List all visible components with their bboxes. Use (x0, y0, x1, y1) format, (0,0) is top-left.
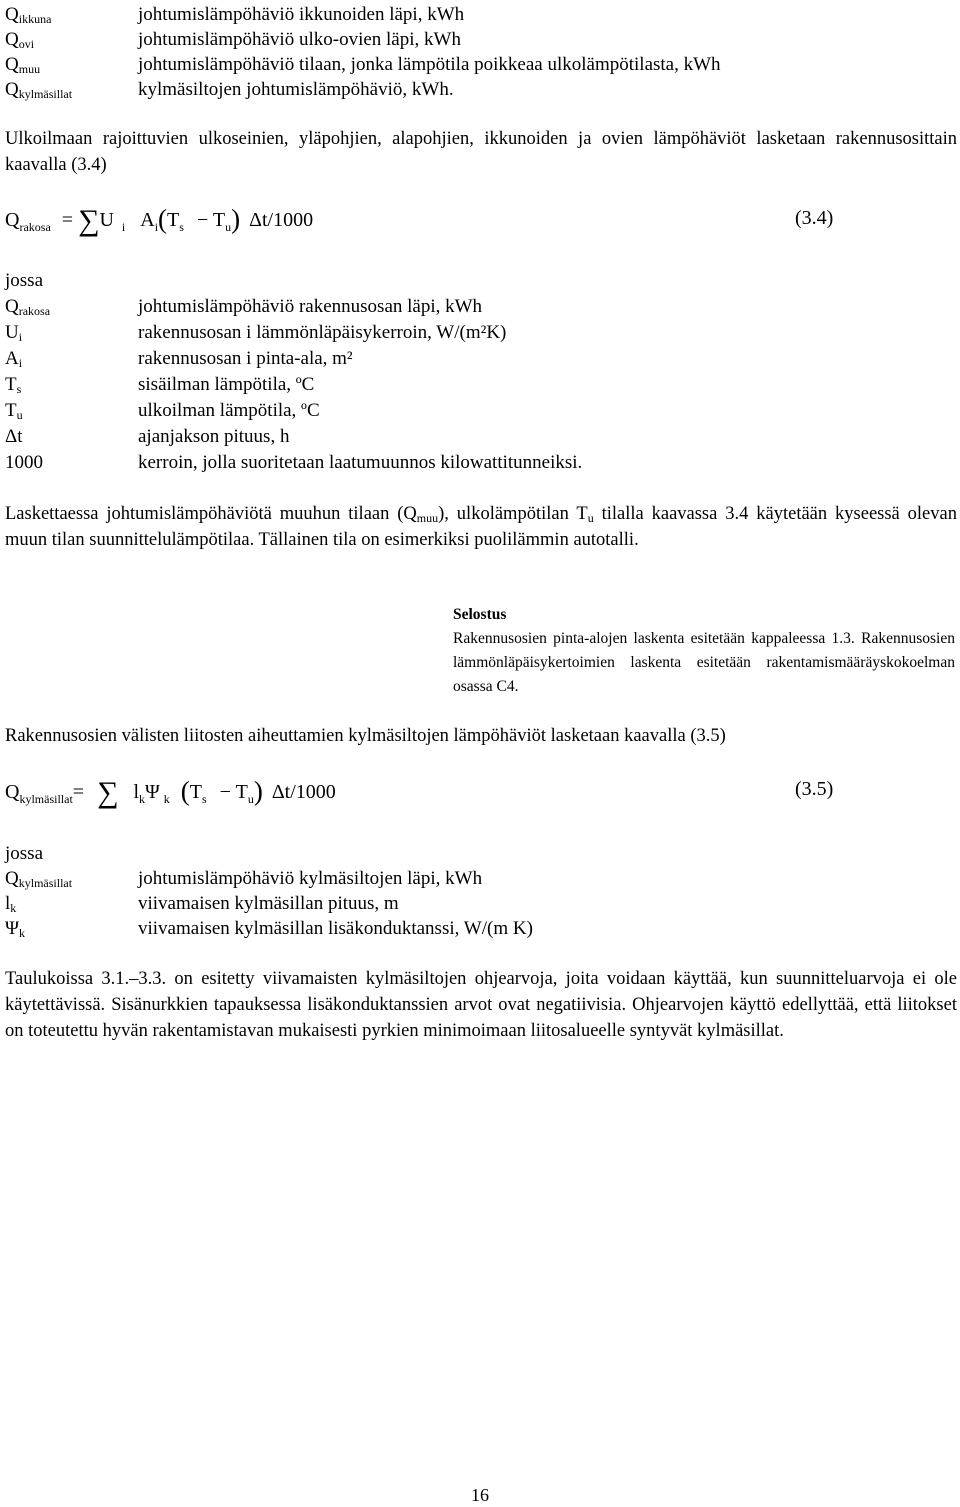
definition-symbol: Δt (5, 426, 23, 447)
definition-description: ajanjakson pituus, h (138, 426, 290, 447)
jossa-label: jossa (5, 843, 43, 864)
definition-symbol: $Q_{ikkuna}$ (5, 4, 52, 26)
definition-symbol: $l_k$ (5, 893, 17, 915)
definition-symbol: $Q_{kylmäsillat}$ (5, 868, 73, 890)
definition-description: johtumislämpöhäviö rakennusosan läpi, kWh (138, 296, 483, 317)
definition-description: ulkoilman lämpötila, ºC (138, 400, 320, 421)
selostus-box (453, 603, 955, 699)
definition-description: sisäilman lämpötila, ºC (138, 374, 315, 395)
paragraph-kylmasillat: Rakennusosien välisten liitosten aiheuttamien kylmäsiltojen lämpöhäviöt lasketaan kaavalla (3.5) (5, 726, 726, 746)
paragraph-muu-tila: Laskettaessa johtumislämpöhäviötä muuhun tilaan $(Q_{muu})$, ulkolämpötilan $T_u$ tilalla kaavassa 3.4 käytetään kyseessä olevan muun tilan suunnittelulämpötilaa. Tällainen tila on esimerkiksi puolilämmin autotalli. (5, 504, 957, 550)
definition-description: viivamaisen kylmäsillan pituus, m (138, 893, 399, 914)
definition-description: viivamaisen kylmäsillan lisäkonduktanssi, W/(m K) (138, 918, 533, 939)
definition-description: johtumislämpöhäviö ikkunoiden läpi, kWh (138, 4, 465, 25)
definition-description: kylmäsiltojen johtumislämpöhäviö, kWh. (138, 79, 454, 100)
jossa-label: jossa (5, 270, 43, 291)
definition-symbol: $A_i$ (5, 348, 23, 370)
equation-number: (3.4) (795, 207, 834, 229)
summation-symbol: ∑ (78, 204, 100, 237)
definition-description: johtumislämpöhäviö ulko-ovien läpi, kWh (138, 29, 461, 50)
definition-symbol: $Q_{ovi}$ (5, 29, 35, 51)
definition-symbol: $Q_{kylmäsillat}$ (5, 79, 73, 101)
definition-symbol: $U_i$ (5, 322, 23, 344)
equation-number: (3.5) (795, 778, 834, 800)
summation-symbol: ∑ (97, 776, 119, 809)
page-number: 16 (471, 1485, 489, 1505)
paragraph-intro: Ulkoilmaan rajoittuvien ulkoseinien, yläpohjien, alapohjien, ikkunoiden ja ovien lämpöhäviöt lasketaan rakennusosittain kaavalla (3.4) (5, 129, 957, 175)
definition-description: kerroin, jolla suoritetaan laatumuunnos kilowattitunneiksi. (138, 452, 583, 473)
definition-symbol: $Q_{rakosa}$ (5, 296, 51, 318)
definition-symbol: $Q_{muu}$ (5, 54, 41, 76)
definition-description: johtumislämpöhäviö kylmäsiltojen läpi, kWh (138, 868, 483, 889)
definition-description: rakennusosan i pinta-ala, m² (138, 348, 353, 369)
definition-symbol: $\Psi_k$ (5, 918, 26, 940)
definition-symbol: $T_s$ (5, 374, 22, 396)
definition-description: johtumislämpöhäviö tilaan, jonka lämpötila poikkeaa ulkolämpötilasta, kWh (138, 54, 721, 75)
equation-3-5: $Q_{kylmäsillat}=$ ∑ $l_k\Psi$ $_k$ $(T_s - T_u)$ Δt/1000 (5, 776, 336, 809)
equation-3-4: $Q_{rakosa} = \sum U$ $_i$ $A_i(T_s - T_u)$ Δt/1000 (5, 204, 314, 237)
selostus-title: Selostus (453, 606, 507, 623)
definition-symbol: 1000 (5, 452, 43, 473)
selostus-text: Rakennusosien pinta-alojen laskenta esitetään kappaleessa 1.3. Rakennusosien lämmönläpäisykertoimien laskenta esitetään rakentamismääräyskokoelman osassa C4. (453, 630, 955, 695)
paragraph-taulukot: Taulukoissa 3.1.–3.3. on esitetty viivamaisten kylmäsiltojen ohjearvoja, joita voidaan käyttää, kun suunnitteluarvoja ei ole käytettävissä. Sisänurkkien tapauksessa lisäkonduktanssien arvot ovat negatiivisia. Ohjearvojen käyttö edellyttää, että liitokset on toteutettu hyvän rakentamistavan mukaisesti pyrkien minimoimaan liitosalueelle syntyvät kylmäsillat. (5, 969, 957, 1041)
definition-description: rakennusosan i lämmönläpäisykerroin, W/(m²K) (138, 322, 507, 343)
definition-symbol: $T_u$ (5, 400, 23, 422)
